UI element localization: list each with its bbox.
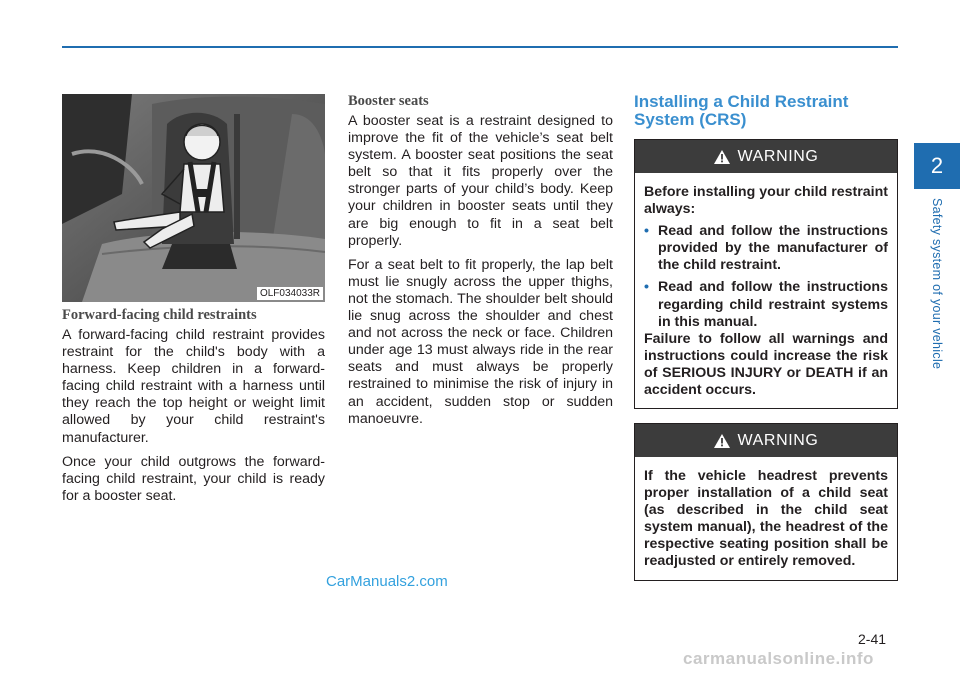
warning-label-1: WARNING: [737, 147, 819, 165]
child-in-booster-illustration: [62, 94, 325, 302]
col1-paragraph-1: A forward-facing child restraint provides restraint for the child's body with a harness. Keep children in a forward-facing child restraint with a harness until they reach the top height or weight limit allowed by your child restraint's manufacturer.: [62, 327, 325, 446]
warning-label-2: WARNING: [737, 431, 819, 449]
page-number: 2-41: [858, 631, 887, 647]
col1-body: [62, 327, 325, 505]
warning1-outro: Failure to follow all warnings and instructions could increase the risk of SERIOUS INJURY or DEATH if an accident occurs.: [644, 330, 888, 399]
watermark-link[interactable]: CarManuals2.com: [326, 573, 448, 590]
heading-booster-seats: Booster seats: [348, 93, 429, 109]
col1-paragraph-2: Once your child outgrows the forward-facing child restraint, your child is ready for a booster seat.: [62, 453, 325, 504]
warning1-bullet-2: • Read and follow the instructions regarding child restraint systems in this manual.: [644, 279, 888, 330]
warning-box-1: [634, 139, 898, 409]
warning1-bullet-1: • Read and follow the instructions provided by the manufacturer of the child restraint.: [644, 223, 888, 274]
col2-body: [348, 113, 613, 428]
warning-header-2: [635, 424, 897, 457]
warning1-intro: Before installing your child restraint always:: [644, 184, 888, 218]
warning-header-1: [635, 140, 897, 173]
warning-body-1: [635, 173, 897, 408]
warning-box-2: [634, 423, 898, 581]
header-rule: [62, 46, 898, 48]
col2-paragraph-1: A booster seat is a restraint designed to improve the fit of the vehicle’s seat belt system. A booster seat positions the seat belt so that it fits properly over the stronger parts of your child’s body. Keep your children in booster seats until they are big enough to fit in a seat belt properly.: [348, 113, 613, 249]
chapter-title: Safety system of your vehicle: [930, 198, 944, 370]
col2-paragraph-2: For a seat belt to fit properly, the lap belt must lie snugly across the upper thighs, not the stomach. The shoulder belt should lie snug across the shoulder and chest and not across the neck or face. Children under age 13 must always ride in the rear seats and must always be properly restrained to minimise the risk of injury in an accident, sudden stop or sudden manoeuvre.: [348, 256, 613, 427]
section-title-installing-crs: Installing a Child Restraint System (CRS): [634, 92, 849, 129]
child-restraint-photo: [62, 94, 325, 302]
watermark-site: carmanualsonline.info: [683, 649, 874, 668]
heading-forward-facing: Forward-facing child restraints: [62, 307, 257, 323]
warning-triangle-icon: [714, 150, 730, 164]
warning-triangle-icon: [714, 434, 730, 448]
figure-code: OLF034033R: [257, 287, 323, 300]
warning2-text: If the vehicle headrest prevents proper installation of a child seat (as described in the child seat system manual), the headrest of the respective seating position shall be readjusted or entirely removed.: [644, 468, 888, 570]
chapter-number-tab: 2: [914, 143, 960, 189]
warning-body-2: [635, 457, 897, 580]
